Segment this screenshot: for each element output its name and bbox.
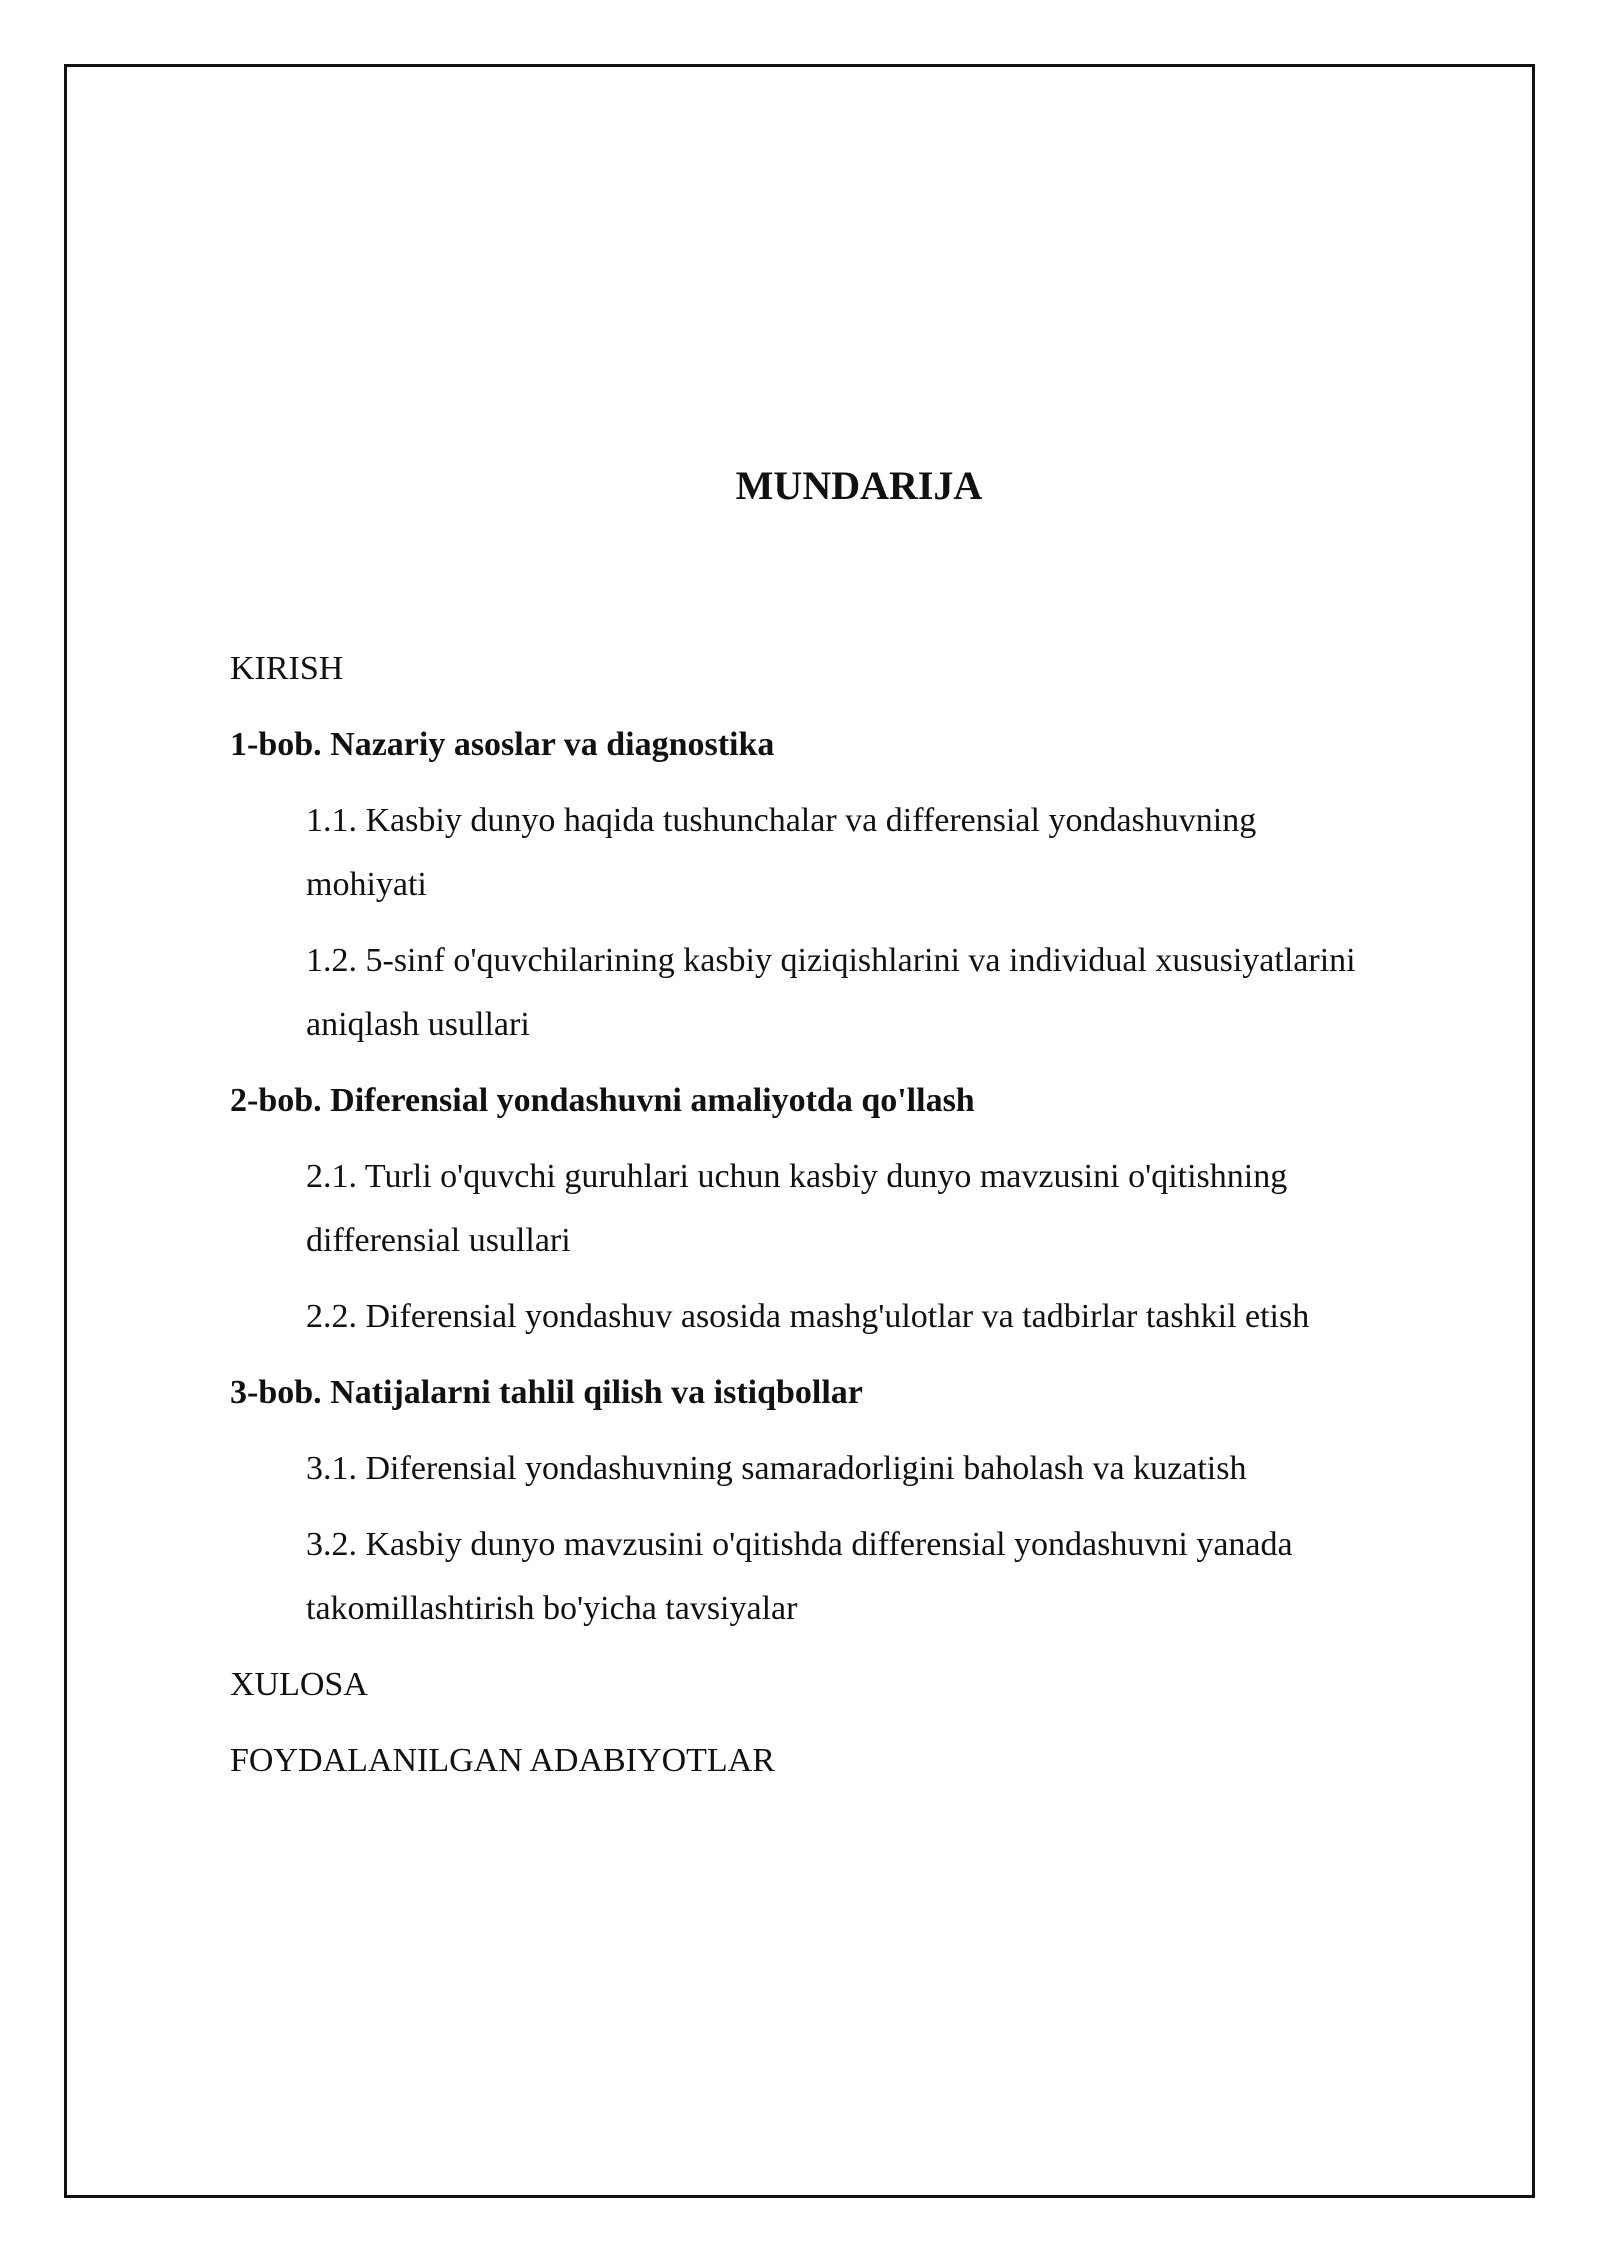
toc-entry-references[interactable]: FOYDALANILGAN ADABIYOTLAR bbox=[230, 1742, 775, 1779]
toc-entry-introduction[interactable]: KIRISH bbox=[230, 650, 344, 687]
toc-section-3-1[interactable] bbox=[230, 1437, 1480, 1501]
toc-chapter-2[interactable]: 2-bob. Diferensial yondashuvni amaliyotda qo'llash bbox=[230, 1082, 975, 1119]
toc-section-1-2-line2: aniqlash usullari bbox=[306, 1006, 530, 1043]
toc-entry-conclusion[interactable]: XULOSA bbox=[230, 1666, 368, 1703]
toc-chapter-3[interactable]: 3-bob. Natijalarni tahlil qilish va istiqbollar bbox=[230, 1374, 863, 1411]
toc-chapter-1[interactable]: 1-bob. Nazariy asoslar va diagnostika bbox=[230, 726, 775, 763]
toc-section-3-2-line2: takomillashtirish bo'yicha tavsiyalar bbox=[306, 1590, 798, 1627]
toc-section-2-2-line1: 2.2. Diferensial yondashuv asosida mashg'ulotlar va tadbirlar tashkil etish bbox=[306, 1298, 1310, 1335]
toc-section-2-1[interactable] bbox=[230, 1145, 1480, 1273]
toc-section-1-1-line1: 1.1. Kasbiy dunyo haqida tushunchalar va differensial yondashuvning bbox=[306, 802, 1257, 839]
toc-section-2-1-line2: differensial usullari bbox=[306, 1222, 571, 1259]
toc-section-1-1[interactable] bbox=[230, 789, 1480, 917]
toc-section-1-2[interactable] bbox=[230, 929, 1480, 1057]
toc-section-3-2-line1: 3.2. Kasbiy dunyo mavzusini o'qitishda differensial yondashuvni yanada bbox=[306, 1526, 1293, 1563]
toc-title: MUNDARIJA bbox=[735, 463, 983, 508]
toc-section-3-1-line1: 3.1. Diferensial yondashuvning samaradorligini baholash va kuzatish bbox=[306, 1450, 1247, 1487]
toc-section-2-1-line1: 2.1. Turli o'quvchi guruhlari uchun kasbiy dunyo mavzusini o'qitishning bbox=[306, 1158, 1288, 1195]
toc-section-2-2[interactable] bbox=[230, 1285, 1480, 1349]
toc-section-3-2[interactable] bbox=[230, 1513, 1480, 1641]
table-of-contents bbox=[230, 637, 1480, 1793]
toc-section-1-1-line2: mohiyati bbox=[306, 866, 427, 903]
toc-section-1-2-line1: 1.2. 5-sinf o'quvchilarining kasbiy qiziqishlarini va individual xususiyatlarini bbox=[306, 942, 1356, 979]
